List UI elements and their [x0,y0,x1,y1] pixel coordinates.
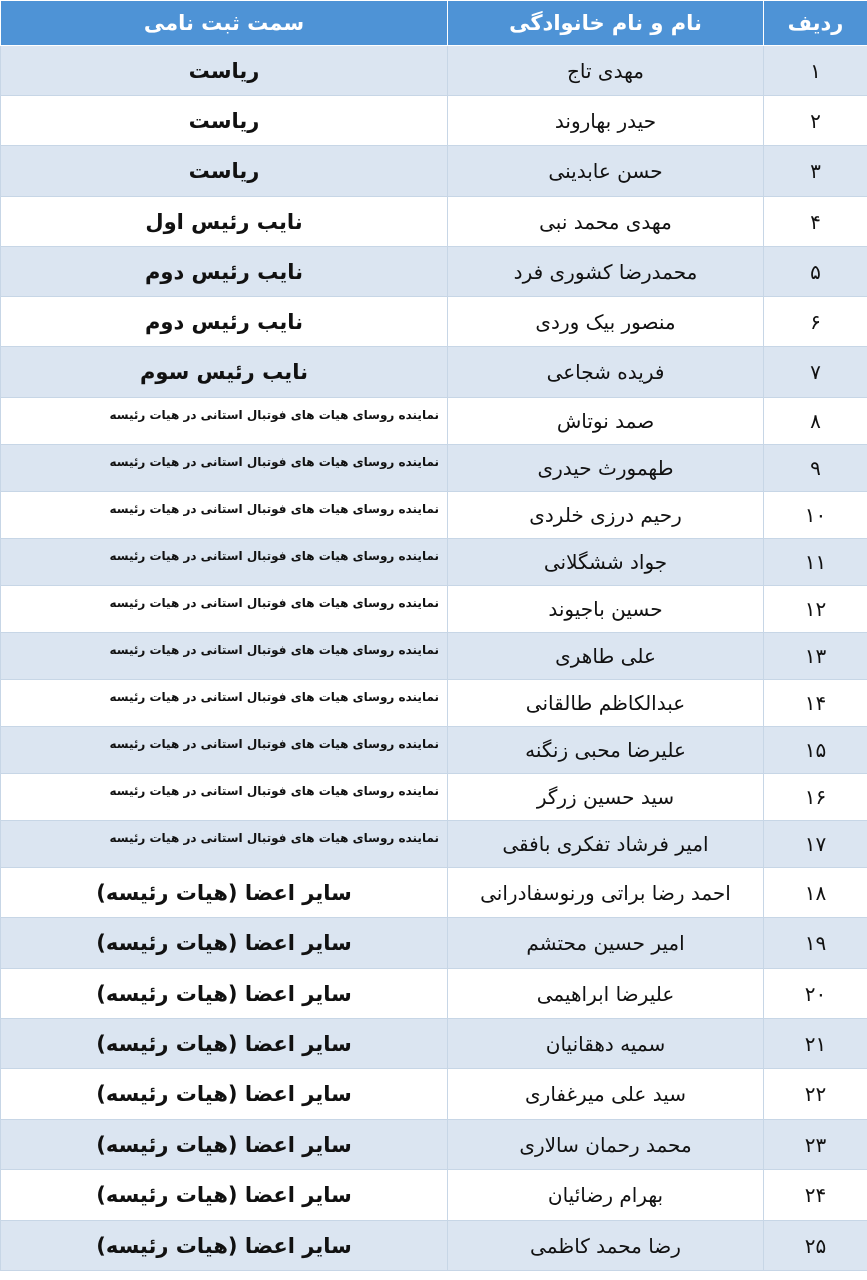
table-row [1,96,867,146]
row-position: نماینده روسای هیات های فوتبال استانی در هیات رئیسه [1,586,448,633]
row-name: منصور بیک وردی [448,297,764,347]
header-position: سمت ثبت نامی [1,1,448,46]
table-row [1,868,867,918]
row-number: ۴ [764,197,867,247]
row-position: نماینده روسای هیات های فوتبال استانی در هیات رئیسه [1,727,448,774]
row-name: محمد رحمان سالاری [448,1120,764,1170]
row-position: نماینده روسای هیات های فوتبال استانی در هیات رئیسه [1,633,448,680]
row-name: مهدی تاج [448,46,764,96]
row-name: امیر فرشاد تفکری بافقی [448,821,764,868]
row-name: امیر حسین محتشم [448,918,764,969]
row-number: ۸ [764,398,867,445]
row-number: ۱۳ [764,633,867,680]
row-number: ۱۷ [764,821,867,868]
row-name: سید حسین زرگر [448,774,764,821]
row-number: ۲۱ [764,1019,867,1069]
table-row [1,445,867,492]
row-number: ۳ [764,146,867,197]
row-name: مهدی محمد نبی [448,197,764,247]
table-row [1,918,867,969]
row-name: فریده شجاعی [448,347,764,398]
row-position: نماینده روسای هیات های فوتبال استانی در هیات رئیسه [1,445,448,492]
row-number: ۶ [764,297,867,347]
row-position: ریاست [1,46,448,96]
row-name: عبدالکاظم طالقانی [448,680,764,727]
row-number: ۱۶ [764,774,867,821]
table-row [1,821,867,868]
table-body [1,46,867,1271]
table-row [1,347,867,398]
table-row [1,539,867,586]
row-number: ۲۵ [764,1221,867,1271]
table-row [1,492,867,539]
row-number: ۲۰ [764,969,867,1019]
table-row [1,1019,867,1069]
row-position: سایر اعضا (هیات رئیسه) [1,1120,448,1170]
row-name: علیرضا ابراهیمی [448,969,764,1019]
row-name: احمد رضا براتی ورنوسفادرانی [448,868,764,918]
row-position: سایر اعضا (هیات رئیسه) [1,1069,448,1120]
row-name: طهمورث حیدری [448,445,764,492]
row-name: سید علی میرغفاری [448,1069,764,1120]
table-row [1,46,867,96]
row-name: سمیه دهقانیان [448,1019,764,1069]
table-header [1,1,867,46]
row-number: ۱۲ [764,586,867,633]
row-position: نماینده روسای هیات های فوتبال استانی در هیات رئیسه [1,680,448,727]
row-position: سایر اعضا (هیات رئیسه) [1,1221,448,1271]
row-position: نایب رئیس اول [1,197,448,247]
row-position: سایر اعضا (هیات رئیسه) [1,969,448,1019]
row-position: نماینده روسای هیات های فوتبال استانی در هیات رئیسه [1,539,448,586]
header-row [1,1,867,46]
row-name: علی طاهری [448,633,764,680]
row-position: ریاست [1,146,448,197]
row-name: بهرام رضائیان [448,1170,764,1221]
row-position: نماینده روسای هیات های فوتبال استانی در هیات رئیسه [1,398,448,445]
row-position: سایر اعضا (هیات رئیسه) [1,868,448,918]
table-row [1,1170,867,1221]
table-row [1,1120,867,1170]
row-number: ۲۴ [764,1170,867,1221]
table-row [1,1221,867,1271]
row-name: صمد نوتاش [448,398,764,445]
table-row [1,633,867,680]
row-name: رحیم درزی خلردی [448,492,764,539]
table-row [1,774,867,821]
row-position: نایب رئیس دوم [1,297,448,347]
row-number: ۹ [764,445,867,492]
table-row [1,247,867,297]
row-number: ۲۲ [764,1069,867,1120]
row-name: علیرضا محبی زنگنه [448,727,764,774]
row-number: ۱۹ [764,918,867,969]
row-number: ۱ [764,46,867,96]
table-row [1,297,867,347]
row-number: ۵ [764,247,867,297]
header-name: نام و نام خانوادگی [448,1,764,46]
row-number: ۷ [764,347,867,398]
table-row [1,146,867,197]
table-row [1,398,867,445]
row-number: ۱۰ [764,492,867,539]
table-row [1,1069,867,1120]
table-row [1,680,867,727]
header-number: ردیف [764,1,867,46]
table-row [1,197,867,247]
row-number: ۱۸ [764,868,867,918]
row-position: سایر اعضا (هیات رئیسه) [1,918,448,969]
row-position: نماینده روسای هیات های فوتبال استانی در هیات رئیسه [1,821,448,868]
row-name: محمدرضا کشوری فرد [448,247,764,297]
table-row [1,727,867,774]
row-name: حیدر بهاروند [448,96,764,146]
row-position: سایر اعضا (هیات رئیسه) [1,1019,448,1069]
row-name: حسن عابدینی [448,146,764,197]
row-position: نماینده روسای هیات های فوتبال استانی در هیات رئیسه [1,774,448,821]
row-number: ۱۴ [764,680,867,727]
row-number: ۱۵ [764,727,867,774]
row-name: جواد ششگلانی [448,539,764,586]
row-position: نایب رئیس سوم [1,347,448,398]
table-row [1,586,867,633]
row-name: حسین باجیوند [448,586,764,633]
row-number: ۲ [764,96,867,146]
row-position: نایب رئیس دوم [1,247,448,297]
row-number: ۲۳ [764,1120,867,1170]
row-number: ۱۱ [764,539,867,586]
row-name: رضا محمد کاظمی [448,1221,764,1271]
row-position: سایر اعضا (هیات رئیسه) [1,1170,448,1221]
table-row [1,969,867,1019]
row-position: نماینده روسای هیات های فوتبال استانی در هیات رئیسه [1,492,448,539]
row-position: ریاست [1,96,448,146]
